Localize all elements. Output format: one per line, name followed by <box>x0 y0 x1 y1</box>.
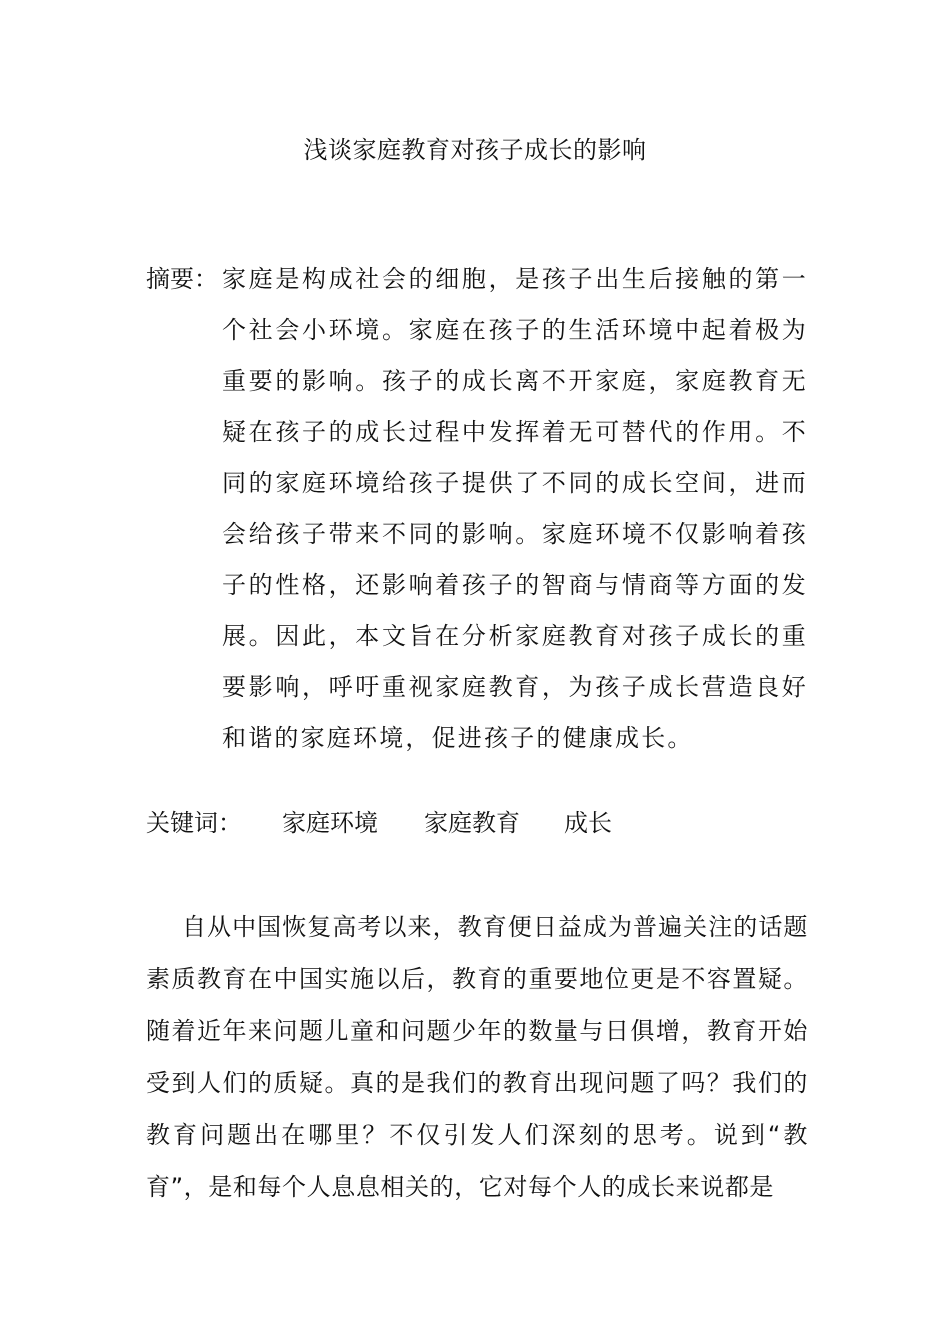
keywords-section <box>146 806 612 840</box>
document-title: 浅谈家庭教育对孩子成长的影响 <box>303 136 647 164</box>
keywords-label: 关键词： <box>146 809 242 837</box>
keyword-item: 家庭环境 <box>282 809 378 837</box>
abstract-label: 摘要： <box>146 265 218 293</box>
keyword-item: 家庭教育 <box>424 809 520 837</box>
body-paragraph: 自从中国恢复高考以来，教育便日益成为普遍关注的话题素质教育在中国实施以后，教育的重要地位更是不容置疑。随着近年来问题儿童和问题少年的数量与日俱增，教育开始受到人们的质疑。真的是我们的教育出现问题了吗？我们的教育问题出在哪里？不仅引发人们深刻的思考。说到“教育”，是和每个人息息相关的，它对每个人的成长来说都是 <box>146 913 808 1201</box>
keyword-item: 成长 <box>564 809 612 837</box>
abstract-section <box>146 254 814 764</box>
abstract-text: 家庭是构成社会的细胞，是孩子出生后接触的第一个社会小环境。家庭在孩子的生活环境中起着极为重要的影响。孩子的成长离不开家庭，家庭教育无疑在孩子的成长过程中发挥着无可替代的作用。不同的家庭环境给孩子提供了不同的成长空间，进而会给孩子带来不同的影响。家庭环境不仅影响着孩子的性格，还影响着孩子的智商与情商等方面的发展。因此，本文旨在分析家庭教育对孩子成长的重要影响，呼吁重视家庭教育，为孩子成长营造良好和谐的家庭环境，促进孩子的健康成长。 <box>222 265 808 752</box>
